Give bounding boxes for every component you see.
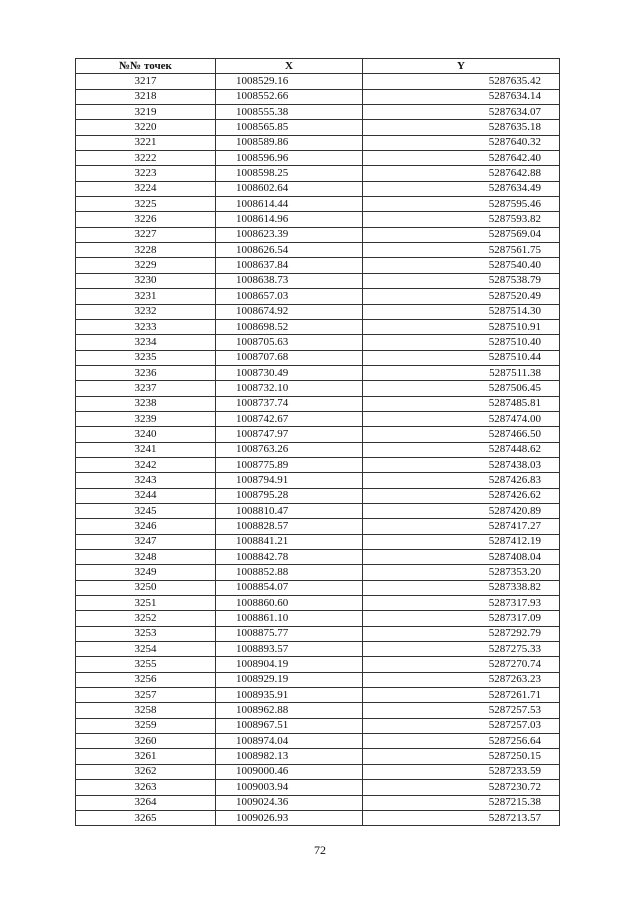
x-coordinate-cell: 1008795.28 — [216, 488, 363, 503]
y-coordinate-cell: 5287642.88 — [363, 166, 560, 181]
table-row — [76, 74, 560, 89]
table-row — [76, 427, 560, 442]
point-number-cell: 3235 — [76, 350, 216, 365]
point-number-cell: 3248 — [76, 550, 216, 565]
table-row — [76, 350, 560, 365]
table-row — [76, 181, 560, 196]
y-coordinate-cell: 5287353.20 — [363, 565, 560, 580]
x-coordinate-cell: 1008730.49 — [216, 365, 363, 380]
table-row — [76, 764, 560, 779]
table-row — [76, 565, 560, 580]
y-coordinate-cell: 5287338.82 — [363, 580, 560, 595]
y-coordinate-cell: 5287520.49 — [363, 289, 560, 304]
y-coordinate-cell: 5287263.23 — [363, 672, 560, 687]
point-number-cell: 3241 — [76, 442, 216, 457]
table-row — [76, 626, 560, 641]
table-row — [76, 243, 560, 258]
table-row — [76, 795, 560, 810]
x-coordinate-cell: 1008852.88 — [216, 565, 363, 580]
y-coordinate-cell: 5287256.64 — [363, 734, 560, 749]
point-number-cell: 3222 — [76, 151, 216, 166]
point-number-cell: 3244 — [76, 488, 216, 503]
point-number-cell: 3229 — [76, 258, 216, 273]
point-number-cell: 3227 — [76, 227, 216, 242]
x-coordinate-cell: 1009026.93 — [216, 810, 363, 825]
y-coordinate-cell: 5287426.62 — [363, 488, 560, 503]
y-coordinate-cell: 5287634.07 — [363, 105, 560, 120]
y-coordinate-cell: 5287485.81 — [363, 396, 560, 411]
point-number-cell: 3236 — [76, 365, 216, 380]
x-coordinate-cell: 1008904.19 — [216, 657, 363, 672]
table-row — [76, 289, 560, 304]
y-coordinate-cell: 5287215.38 — [363, 795, 560, 810]
table-row — [76, 519, 560, 534]
point-number-cell: 3240 — [76, 427, 216, 442]
y-coordinate-cell: 5287593.82 — [363, 212, 560, 227]
point-number-cell: 3256 — [76, 672, 216, 687]
x-coordinate-cell: 1008596.96 — [216, 151, 363, 166]
x-coordinate-cell: 1009003.94 — [216, 780, 363, 795]
table-row — [76, 89, 560, 104]
y-coordinate-cell: 5287230.72 — [363, 780, 560, 795]
table-row — [76, 780, 560, 795]
y-coordinate-cell: 5287640.32 — [363, 135, 560, 150]
header-x: X — [216, 59, 363, 74]
y-coordinate-cell: 5287634.49 — [363, 181, 560, 196]
table-row — [76, 718, 560, 733]
table-row — [76, 381, 560, 396]
x-coordinate-cell: 1008982.13 — [216, 749, 363, 764]
y-coordinate-cell: 5287317.09 — [363, 611, 560, 626]
x-coordinate-cell: 1008598.25 — [216, 166, 363, 181]
header-y: Y — [363, 59, 560, 74]
x-coordinate-cell: 1008875.77 — [216, 626, 363, 641]
y-coordinate-cell: 5287448.62 — [363, 442, 560, 457]
table-row — [76, 457, 560, 472]
point-number-cell: 3238 — [76, 396, 216, 411]
y-coordinate-cell: 5287561.75 — [363, 243, 560, 258]
table-row — [76, 411, 560, 426]
y-coordinate-cell: 5287270.74 — [363, 657, 560, 672]
y-coordinate-cell: 5287510.91 — [363, 319, 560, 334]
x-coordinate-cell: 1008638.73 — [216, 273, 363, 288]
y-coordinate-cell: 5287257.03 — [363, 718, 560, 733]
x-coordinate-cell: 1008742.67 — [216, 411, 363, 426]
x-coordinate-cell: 1008623.39 — [216, 227, 363, 242]
y-coordinate-cell: 5287466.50 — [363, 427, 560, 442]
x-coordinate-cell: 1008810.47 — [216, 503, 363, 518]
y-coordinate-cell: 5287317.93 — [363, 596, 560, 611]
point-number-cell: 3257 — [76, 688, 216, 703]
y-coordinate-cell: 5287261.71 — [363, 688, 560, 703]
y-coordinate-cell: 5287538.79 — [363, 273, 560, 288]
table-body — [76, 74, 560, 826]
y-coordinate-cell: 5287426.83 — [363, 473, 560, 488]
point-number-cell: 3243 — [76, 473, 216, 488]
header-point-number: №№ точек — [76, 59, 216, 74]
x-coordinate-cell: 1008565.85 — [216, 120, 363, 135]
point-number-cell: 3234 — [76, 335, 216, 350]
x-coordinate-cell: 1008794.91 — [216, 473, 363, 488]
point-number-cell: 3264 — [76, 795, 216, 810]
page-number: 72 — [314, 843, 326, 857]
table-row — [76, 151, 560, 166]
x-coordinate-cell: 1008775.89 — [216, 457, 363, 472]
x-coordinate-cell: 1008674.92 — [216, 304, 363, 319]
point-number-cell: 3255 — [76, 657, 216, 672]
point-number-cell: 3250 — [76, 580, 216, 595]
table-row — [76, 135, 560, 150]
x-coordinate-cell: 1008747.97 — [216, 427, 363, 442]
y-coordinate-cell: 5287417.27 — [363, 519, 560, 534]
point-number-cell: 3249 — [76, 565, 216, 580]
point-number-cell: 3223 — [76, 166, 216, 181]
point-number-cell: 3237 — [76, 381, 216, 396]
x-coordinate-cell: 1008555.38 — [216, 105, 363, 120]
y-coordinate-cell: 5287412.19 — [363, 534, 560, 549]
point-number-cell: 3218 — [76, 89, 216, 104]
point-number-cell: 3261 — [76, 749, 216, 764]
point-number-cell: 3251 — [76, 596, 216, 611]
point-number-cell: 3219 — [76, 105, 216, 120]
table-row — [76, 105, 560, 120]
y-coordinate-cell: 5287642.40 — [363, 151, 560, 166]
y-coordinate-cell: 5287408.04 — [363, 550, 560, 565]
table-row — [76, 596, 560, 611]
x-coordinate-cell: 1008657.03 — [216, 289, 363, 304]
y-coordinate-cell: 5287257.53 — [363, 703, 560, 718]
x-coordinate-cell: 1008935.91 — [216, 688, 363, 703]
point-number-cell: 3228 — [76, 243, 216, 258]
point-number-cell: 3253 — [76, 626, 216, 641]
table-row — [76, 273, 560, 288]
x-coordinate-cell: 1008929.19 — [216, 672, 363, 687]
point-number-cell: 3246 — [76, 519, 216, 534]
x-coordinate-cell: 1008893.57 — [216, 642, 363, 657]
x-coordinate-cell: 1009000.46 — [216, 764, 363, 779]
y-coordinate-cell: 5287514.30 — [363, 304, 560, 319]
y-coordinate-cell: 5287275.33 — [363, 642, 560, 657]
table-row — [76, 580, 560, 595]
table-row — [76, 197, 560, 212]
x-coordinate-cell: 1008698.52 — [216, 319, 363, 334]
point-number-cell: 3254 — [76, 642, 216, 657]
table-row — [76, 227, 560, 242]
x-coordinate-cell: 1008828.57 — [216, 519, 363, 534]
table-row — [76, 642, 560, 657]
table-row — [76, 534, 560, 549]
x-coordinate-cell: 1008861.10 — [216, 611, 363, 626]
table-row — [76, 258, 560, 273]
x-coordinate-cell: 1008614.96 — [216, 212, 363, 227]
point-number-cell: 3220 — [76, 120, 216, 135]
y-coordinate-cell: 5287292.79 — [363, 626, 560, 641]
point-number-cell: 3247 — [76, 534, 216, 549]
point-number-cell: 3217 — [76, 74, 216, 89]
table-row — [76, 335, 560, 350]
y-coordinate-cell: 5287438.03 — [363, 457, 560, 472]
table-row — [76, 611, 560, 626]
x-coordinate-cell: 1008614.44 — [216, 197, 363, 212]
coordinates-table — [75, 58, 560, 826]
y-coordinate-cell: 5287250.15 — [363, 749, 560, 764]
table-row — [76, 442, 560, 457]
table-row — [76, 473, 560, 488]
table-row — [76, 672, 560, 687]
x-coordinate-cell: 1008763.26 — [216, 442, 363, 457]
x-coordinate-cell: 1008707.68 — [216, 350, 363, 365]
y-coordinate-cell: 5287233.59 — [363, 764, 560, 779]
table-row — [76, 734, 560, 749]
y-coordinate-cell: 5287569.04 — [363, 227, 560, 242]
point-number-cell: 3265 — [76, 810, 216, 825]
point-number-cell: 3242 — [76, 457, 216, 472]
point-number-cell: 3258 — [76, 703, 216, 718]
y-coordinate-cell: 5287474.00 — [363, 411, 560, 426]
point-number-cell: 3239 — [76, 411, 216, 426]
x-coordinate-cell: 1008854.07 — [216, 580, 363, 595]
table-row — [76, 319, 560, 334]
x-coordinate-cell: 1008732.10 — [216, 381, 363, 396]
point-number-cell: 3230 — [76, 273, 216, 288]
x-coordinate-cell: 1008705.63 — [216, 335, 363, 350]
x-coordinate-cell: 1008602.64 — [216, 181, 363, 196]
table-row — [76, 166, 560, 181]
x-coordinate-cell: 1008962.88 — [216, 703, 363, 718]
point-number-cell: 3260 — [76, 734, 216, 749]
x-coordinate-cell: 1008529.16 — [216, 74, 363, 89]
table-row — [76, 703, 560, 718]
point-number-cell: 3262 — [76, 764, 216, 779]
point-number-cell: 3232 — [76, 304, 216, 319]
table-header-row — [76, 59, 560, 74]
point-number-cell: 3259 — [76, 718, 216, 733]
point-number-cell: 3245 — [76, 503, 216, 518]
x-coordinate-cell: 1008626.54 — [216, 243, 363, 258]
x-coordinate-cell: 1008637.84 — [216, 258, 363, 273]
table-row — [76, 503, 560, 518]
y-coordinate-cell: 5287595.46 — [363, 197, 560, 212]
point-number-cell: 3233 — [76, 319, 216, 334]
x-coordinate-cell: 1008841.21 — [216, 534, 363, 549]
point-number-cell: 3226 — [76, 212, 216, 227]
table-row — [76, 749, 560, 764]
x-coordinate-cell: 1008842.78 — [216, 550, 363, 565]
point-number-cell: 3221 — [76, 135, 216, 150]
point-number-cell: 3252 — [76, 611, 216, 626]
table-row — [76, 688, 560, 703]
table-row — [76, 304, 560, 319]
table-row — [76, 488, 560, 503]
table-row — [76, 550, 560, 565]
point-number-cell: 3263 — [76, 780, 216, 795]
table-row — [76, 365, 560, 380]
x-coordinate-cell: 1008860.60 — [216, 596, 363, 611]
y-coordinate-cell: 5287635.18 — [363, 120, 560, 135]
x-coordinate-cell: 1008974.04 — [216, 734, 363, 749]
y-coordinate-cell: 5287510.44 — [363, 350, 560, 365]
table-row — [76, 810, 560, 825]
y-coordinate-cell: 5287634.14 — [363, 89, 560, 104]
y-coordinate-cell: 5287540.40 — [363, 258, 560, 273]
table-row — [76, 657, 560, 672]
table-row — [76, 212, 560, 227]
point-number-cell: 3225 — [76, 197, 216, 212]
x-coordinate-cell: 1009024.36 — [216, 795, 363, 810]
y-coordinate-cell: 5287213.57 — [363, 810, 560, 825]
x-coordinate-cell: 1008552.66 — [216, 89, 363, 104]
y-coordinate-cell: 5287510.40 — [363, 335, 560, 350]
point-number-cell: 3231 — [76, 289, 216, 304]
x-coordinate-cell: 1008589.86 — [216, 135, 363, 150]
y-coordinate-cell: 5287506.45 — [363, 381, 560, 396]
table-row — [76, 396, 560, 411]
y-coordinate-cell: 5287511.38 — [363, 365, 560, 380]
x-coordinate-cell: 1008967.51 — [216, 718, 363, 733]
point-number-cell: 3224 — [76, 181, 216, 196]
table-row — [76, 120, 560, 135]
x-coordinate-cell: 1008737.74 — [216, 396, 363, 411]
y-coordinate-cell: 5287420.89 — [363, 503, 560, 518]
y-coordinate-cell: 5287635.42 — [363, 74, 560, 89]
